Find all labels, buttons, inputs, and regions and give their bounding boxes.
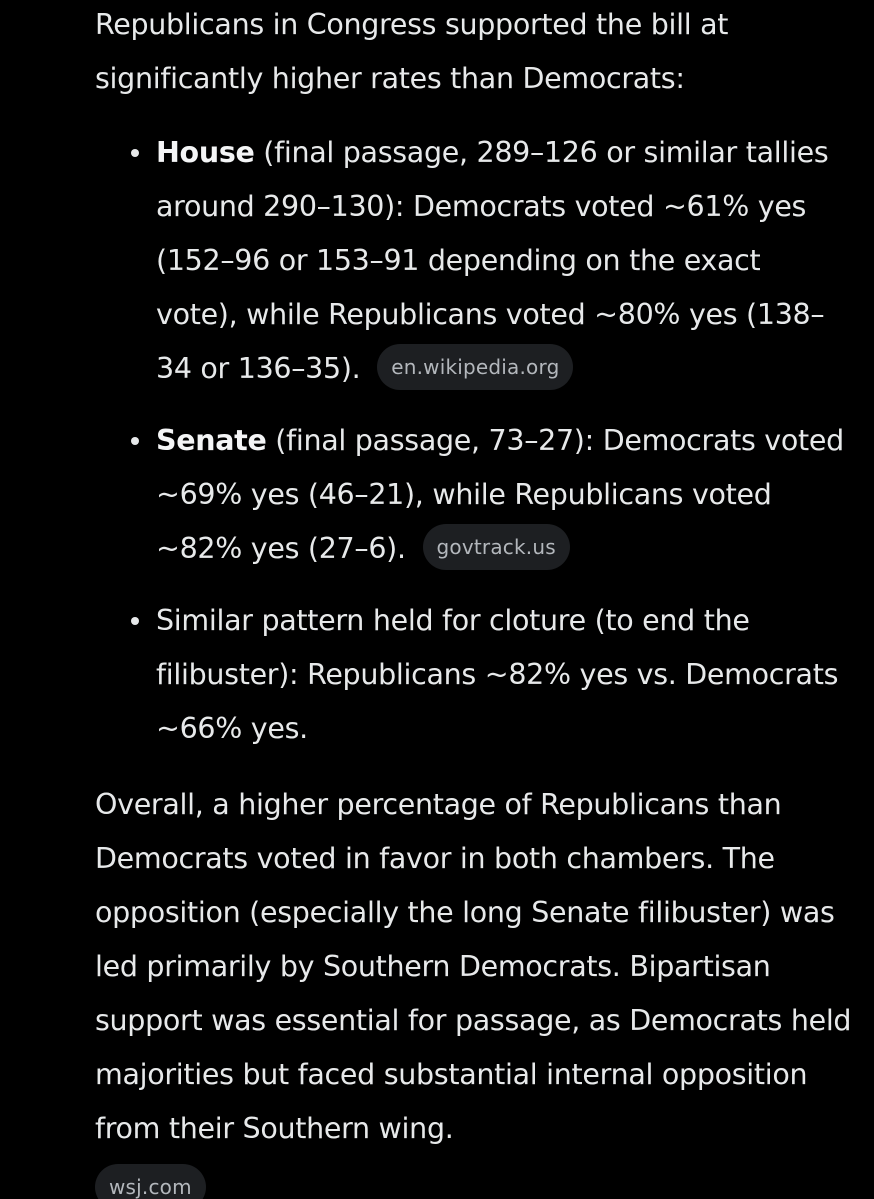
list-item-text: Similar pattern held for cloture (to end the filibuster): Republicans ~82% yes vs. Democrats ~66% yes. — [156, 604, 839, 745]
conclusion-paragraph: Overall, a higher percentage of Republicans than Democrats voted in favor in both chambers. The opposition (especially the long Senate filibuster) was led primarily by Southern Democrats. Bipartisan support was essential for passage, as Democrats held majorities but faced substantial internal opposition from their Southern wing. — [95, 788, 852, 1145]
list-item-heading: House — [156, 136, 255, 169]
list-item-senate — [156, 414, 846, 576]
bullet-dot-icon — [131, 437, 139, 445]
bullet-dot-icon — [131, 149, 139, 157]
vote-breakdown-list — [95, 126, 855, 756]
source-chip-wikipedia[interactable]: en.wikipedia.org — [377, 344, 573, 390]
bullet-dot-icon — [131, 617, 139, 625]
list-item-house — [156, 126, 846, 396]
source-chip-govtrack[interactable]: govtrack.us — [423, 524, 570, 570]
list-item-text: (final passage, 73–27): Democrats voted ~69% yes (46–21), while Republicans voted ~82% yes (27–6). — [156, 424, 844, 565]
response-body — [95, 0, 855, 1199]
list-item-text: (final passage, 289–126 or similar tallies around 290–130): Democrats voted ~61% yes (152–96 or 153–91 depending on the exact vote), while Republicans voted ~80% yes (138–34 or 136–35). — [156, 136, 829, 385]
list-item-heading: Senate — [156, 424, 267, 457]
intro-paragraph: Republicans in Congress supported the bill at significantly higher rates than Democrats: — [95, 8, 729, 95]
list-item-cloture — [156, 594, 846, 756]
source-chip-wsj[interactable]: wsj.com — [95, 1164, 206, 1199]
